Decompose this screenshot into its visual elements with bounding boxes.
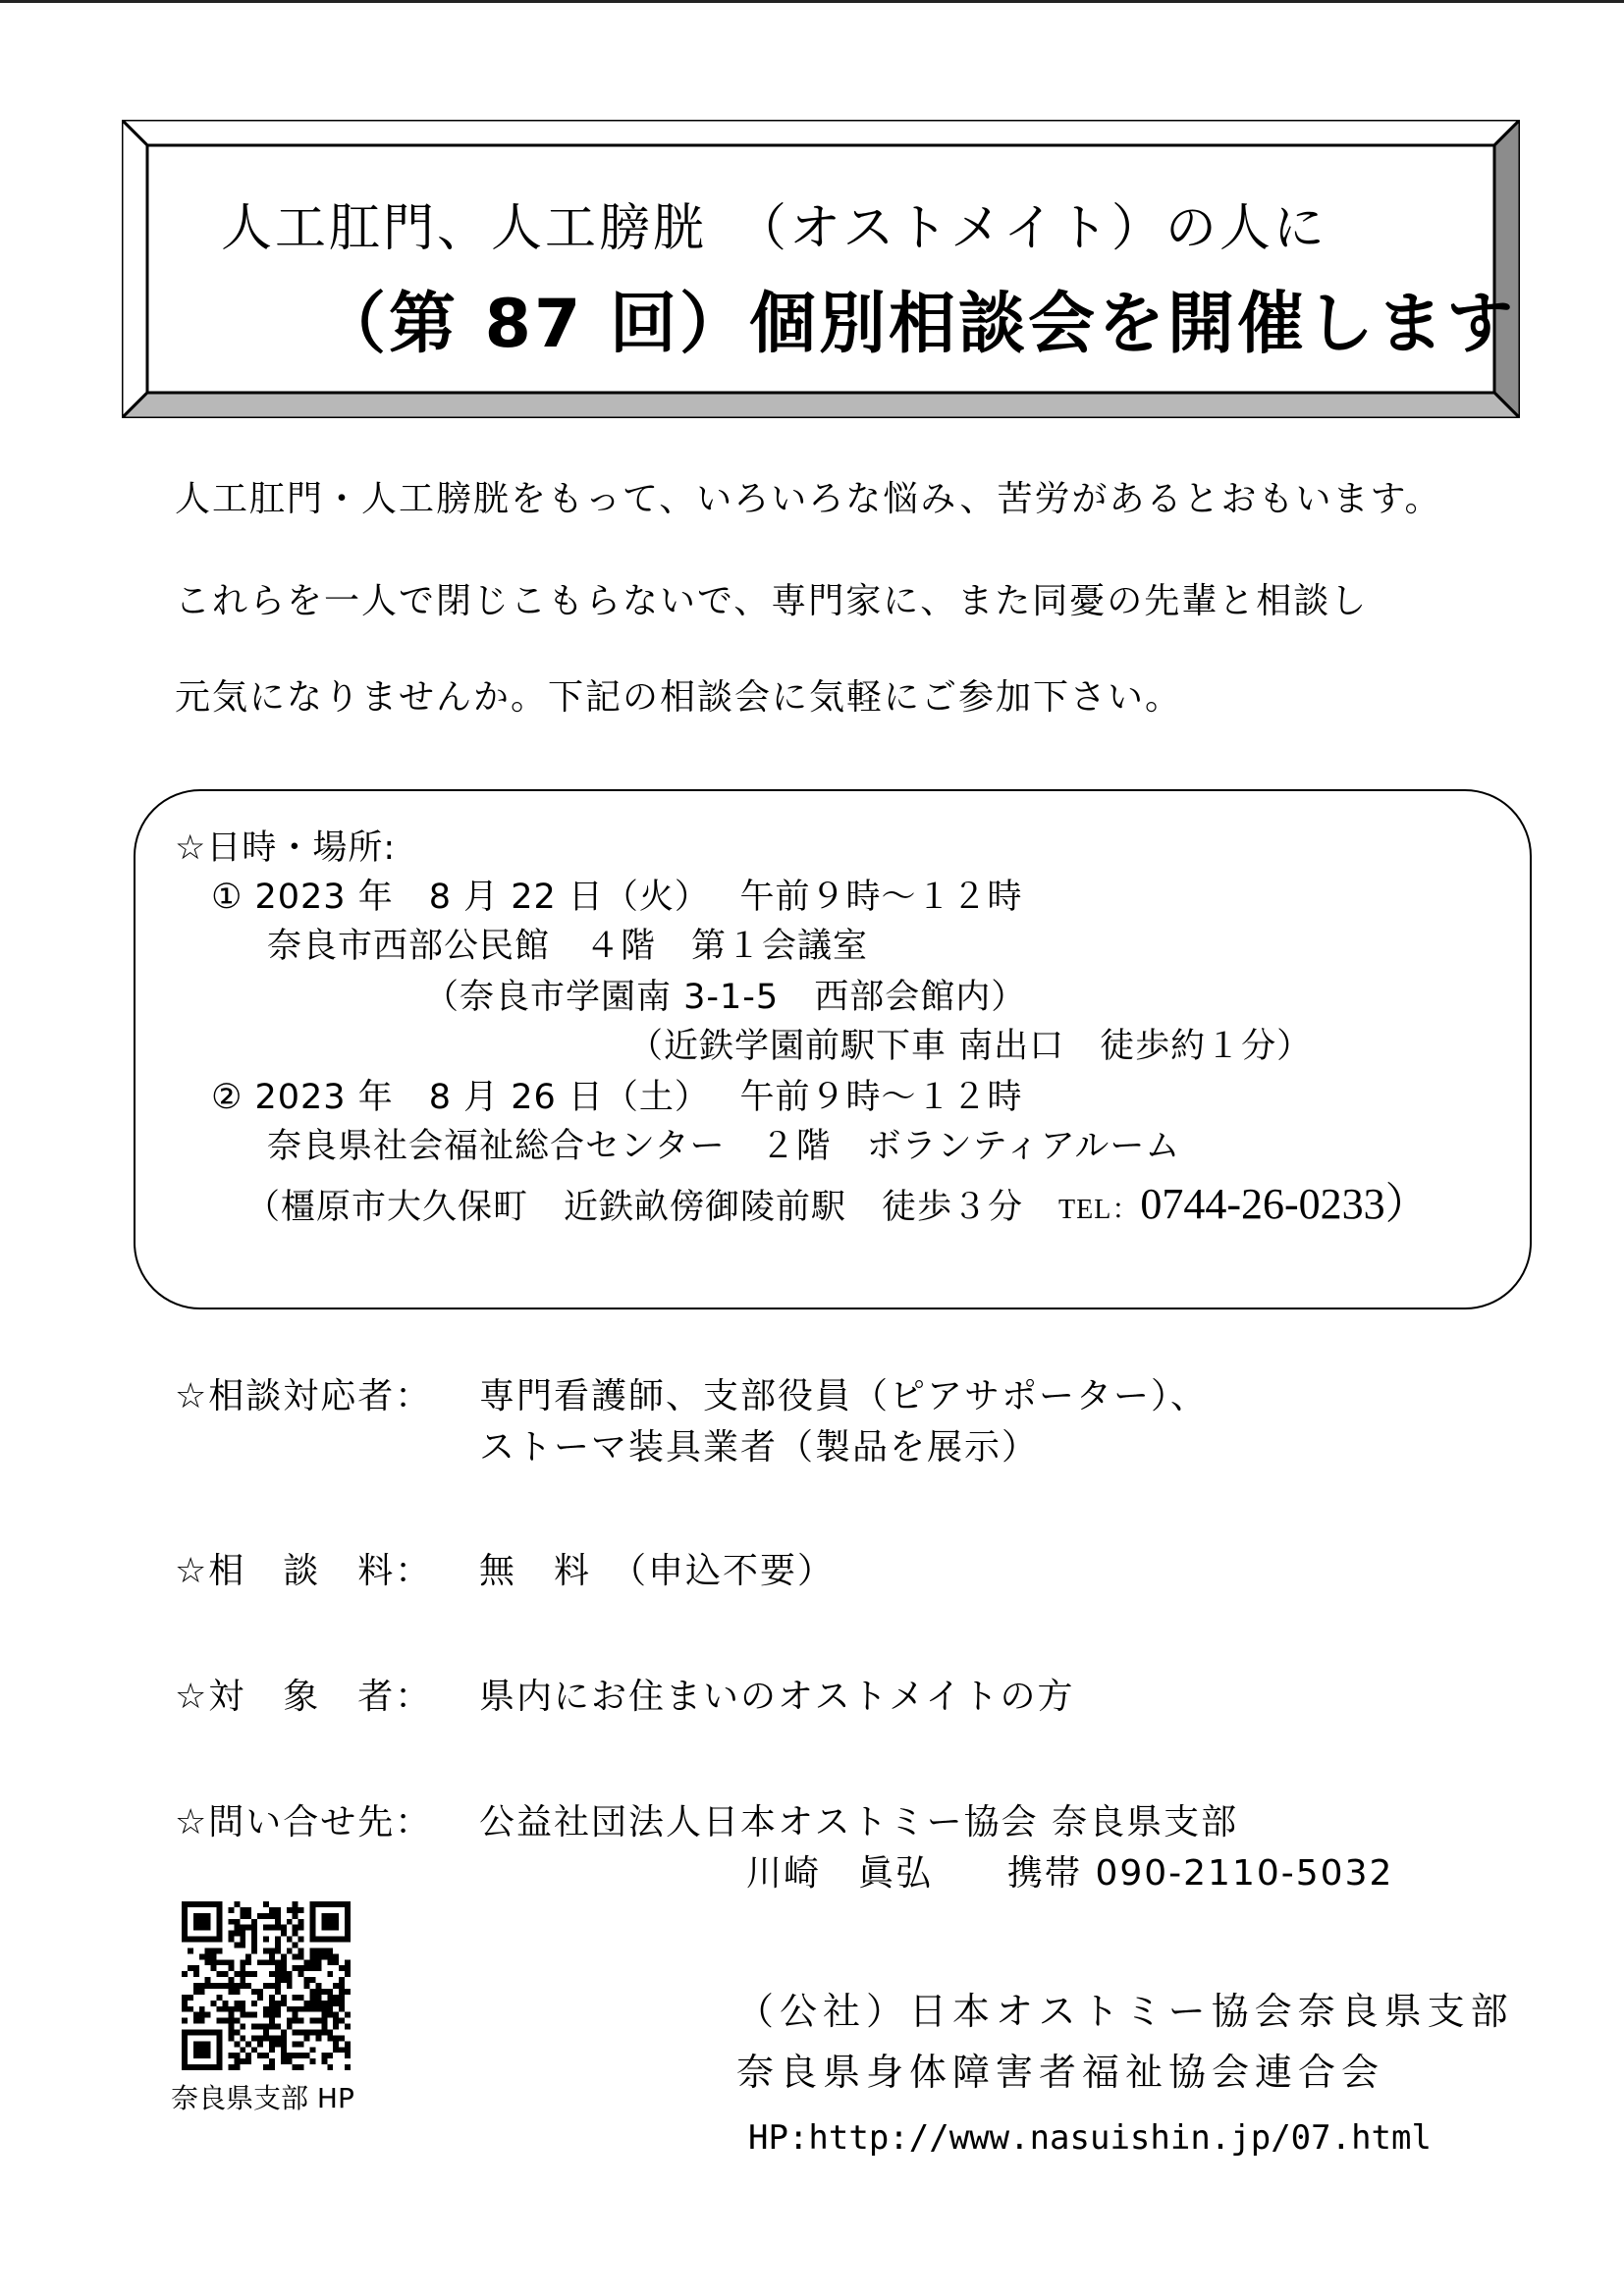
contact-org: 公益社団法人日本オストミー協会 奈良県支部 <box>479 1802 1239 1842</box>
title-line-1: 人工肛門、人工膀胱 （オストメイト）の人に <box>221 199 1327 258</box>
title-line-2: （第 87 回）個別相談会を開催します <box>319 286 1516 363</box>
session-2-access <box>245 1168 1429 1231</box>
qr-code-icon[interactable] <box>182 1901 351 2070</box>
session-1-access: （近鉄学園前駅下車 南出口 徒歩約１分） <box>628 1027 1313 1066</box>
fee-value: 無 料 （申込不要） <box>479 1551 836 1591</box>
intro-line-1: 人工肛門・人工膀胱をもって、いろいろな悩み、苦労があるとおもいます。 <box>175 479 1442 519</box>
qr-modules <box>182 1901 351 2070</box>
footer-org-2: 奈良県身体障害者福祉協会連合会 <box>736 2051 1385 2094</box>
session-1-address: （奈良市学園南 3-1-5 西部会館内） <box>424 978 1027 1017</box>
tel-label: TEL： <box>1058 1195 1141 1225</box>
title-frame-bevel <box>122 120 1520 418</box>
intro-line-2: これらを一人で閉じこもらないで、専門家に、また同憂の先輩と相談し <box>175 581 1369 621</box>
contact-label: ☆問い合せ先： <box>175 1802 433 1842</box>
tel-number: 0744-26-0233） <box>1140 1180 1429 1228</box>
consultants-label: ☆相談対応者： <box>175 1376 433 1416</box>
target-value: 県内にお住まいのオストメイトの方 <box>479 1677 1075 1717</box>
fee-label: ☆相 談 料： <box>175 1551 433 1591</box>
schedule-heading: ☆日時・場所: <box>175 828 397 868</box>
session-2-datetime: ② 2023 年 8 月 26 日（土） 午前９時～１２時 <box>211 1078 1023 1117</box>
title-frame <box>122 120 1520 418</box>
target-label: ☆対 象 者： <box>175 1677 433 1717</box>
qr-caption: 奈良県支部 HP <box>171 2082 354 2114</box>
top-border-line <box>0 0 1624 3</box>
session-2-address: （橿原市大久保町 近鉄畝傍御陵前駅 徒歩３分 <box>245 1188 1059 1227</box>
consultants-line-1: 専門看護師、支部役員（ピアサポーター）、 <box>479 1376 1209 1416</box>
contact-person-phone: 川崎 眞弘 携帯 090-2110-5032 <box>746 1853 1394 1894</box>
session-1-venue: 奈良市西部公民館 ４階 第１会議室 <box>267 927 869 966</box>
footer-org-1: （公社）日本オストミー協会奈良県支部 <box>736 1990 1514 2033</box>
intro-line-3: 元気になりませんか。下記の相談会に気軽にご参加下さい。 <box>175 677 1183 718</box>
session-1-datetime: ① 2023 年 8 月 22 日（火） 午前９時～１２時 <box>211 878 1023 917</box>
session-2-venue: 奈良県社会福祉総合センター ２階 ボランティアルーム <box>267 1127 1181 1166</box>
footer-url-link[interactable]: HP:http://www.nasuishin.jp/07.html <box>748 2118 1432 2158</box>
consultants-line-2: ストーマ装具業者（製品を展示） <box>479 1427 1040 1468</box>
